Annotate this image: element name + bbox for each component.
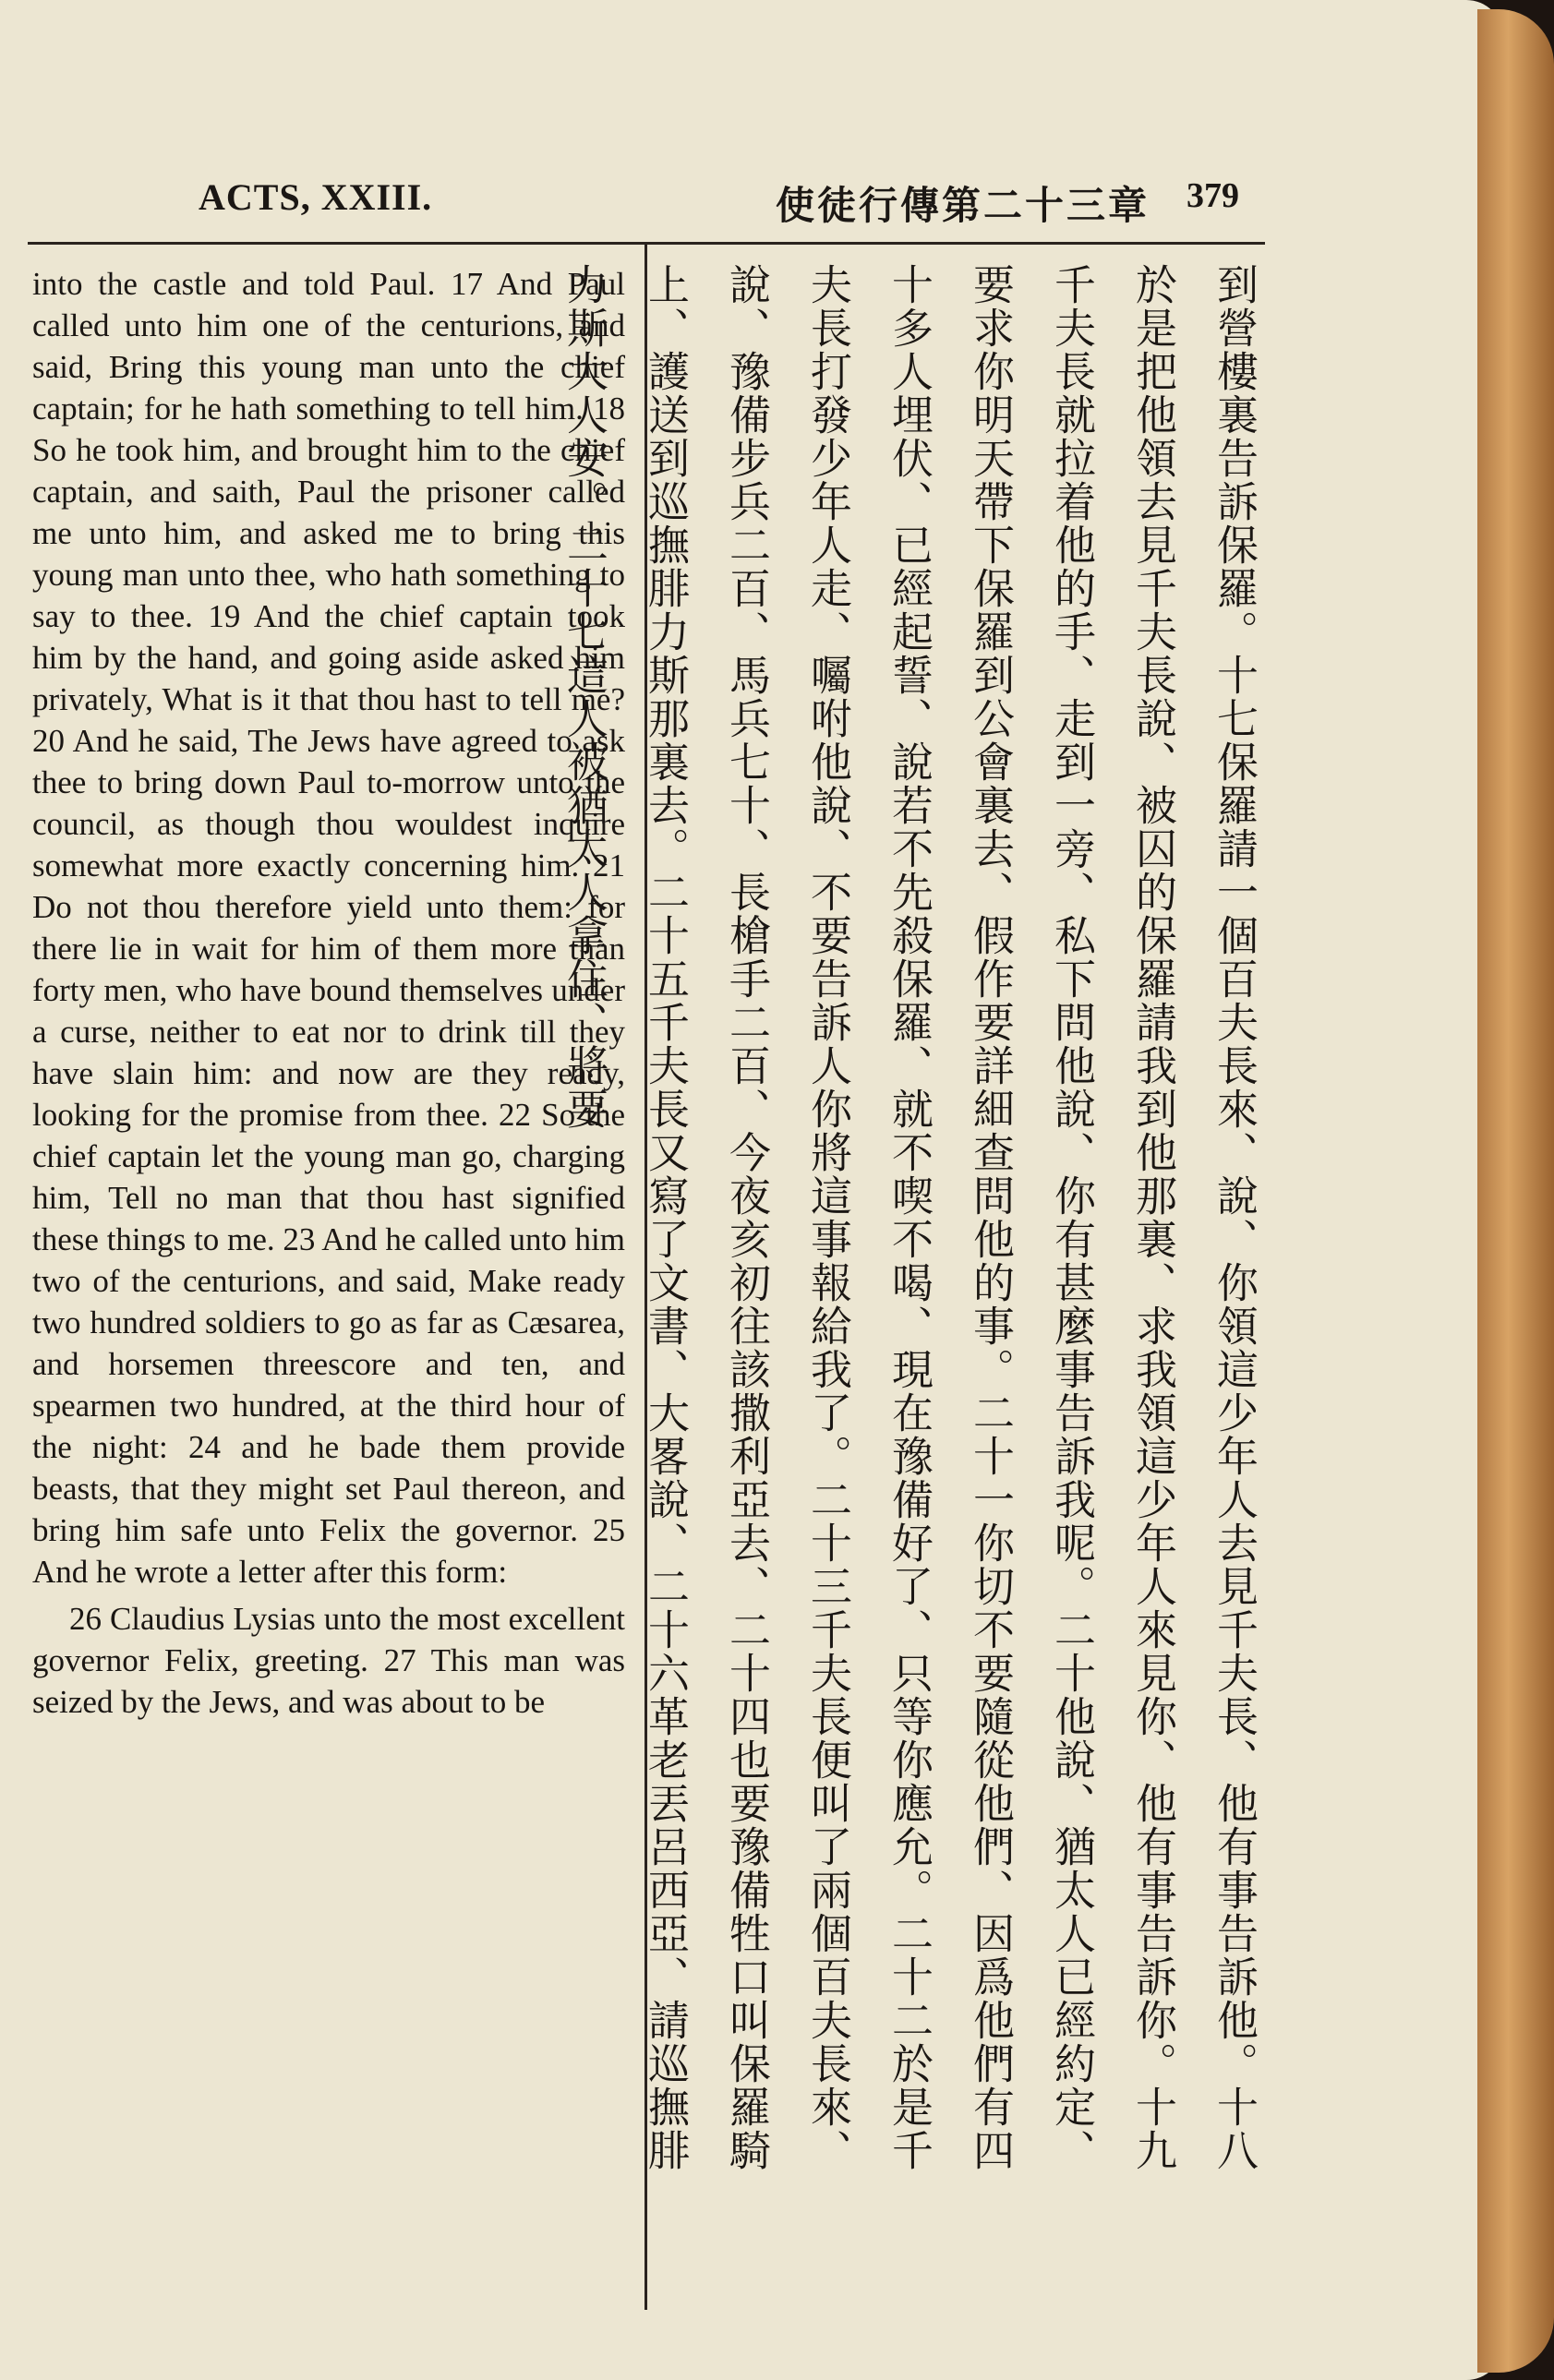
chinese-text: 到營樓裏告訴保羅。十七保羅請一個百夫長來、說、你領這少年人去見千夫長、他有事告訴他。十八於是把他領去見千夫長說、被囚的保羅請我到他那裏、求我領這少年人來見你、他有事告訴你。十九千夫長就拉着他的手、走到一旁、私下問他說、你有甚麼事告訴我呢。二十他說、猶太人已經約定、要求你明天帶下保羅到公會裏去、假作要詳細查問他的事。二十一你切不要隨從他們、因爲他們有四十多人埋伏、已經起誓、說若不先殺保羅、就不喫不喝、現在豫備好了、只等你應允。二十二於是千夫長打發少年人走、囑咐他說、不要告訴人你將這事報給我了。二十三千夫長便叫了兩個百夫長來、說、豫備步兵二百、馬兵七十、長槍手二百、今夜亥初往該撒利亞去、二十四也要豫備牲口叫保羅騎上、護送到巡撫腓力斯那裏去。二十五千夫長又寫了文書、大畧說、二十六革老丟呂西亞、請巡撫腓力斯大人安。二十七這人被猶太人拿住、將要 xyxy=(560,263,1259,2172)
english-paragraph: 26 Claudius Lysias unto the most excellent governor Felix, greeting. 27 This man was seized by the Jews, and was about to be xyxy=(32,1601,625,1720)
page-edge xyxy=(1477,9,1554,2373)
running-header xyxy=(199,175,1270,231)
book-chapter-title: ACTS, XXIII. xyxy=(199,176,433,218)
page-number: 379 xyxy=(1187,176,1239,215)
chinese-chapter-title: 使徒行傳第二十三章 xyxy=(776,183,1150,228)
english-column xyxy=(32,263,625,1723)
chinese-column xyxy=(560,263,1274,2183)
english-paragraph: into the castle and told Paul. 17 And Paul called unto him one of the centurions, and said, Bring this young man unto the chief captain; for he hath something to tell him. 18 So he took him, and brought him to the chief captain, and saith, Paul the prisoner called me unto him, and asked me to bring this young man unto thee, who hath something to say to thee. 19 And the chief captain took him by the hand, and going aside asked him privately, What is it that thou hast to tell me? 20 And he said, The Jews have agreed to ask thee to bring down Paul to-morrow unto the council, as though thou wouldest inquire somewhat more exactly concerning him. 21 Do not thou therefore yield unto them: for there lie in wait for him of them more than forty men, who have bound themselves under a curse, neither to eat nor to drink till they have slain him: and now are they ready, looking for the promise from thee. 22 So the chief captain let the young man go, charging him, Tell no man that thou hast signified these things to me. 23 And he called unto him two of the centurions, and said, Make ready two hundred soldiers to go as far as Cæsarea, and horsemen threescore and ten, and spearmen two hundred, at the third hour of the night: 24 and he bade them provide beasts, that they might set Paul thereon, and bring him safe unto Felix the governor. 25 And he wrote a letter after this form: xyxy=(32,266,625,1590)
